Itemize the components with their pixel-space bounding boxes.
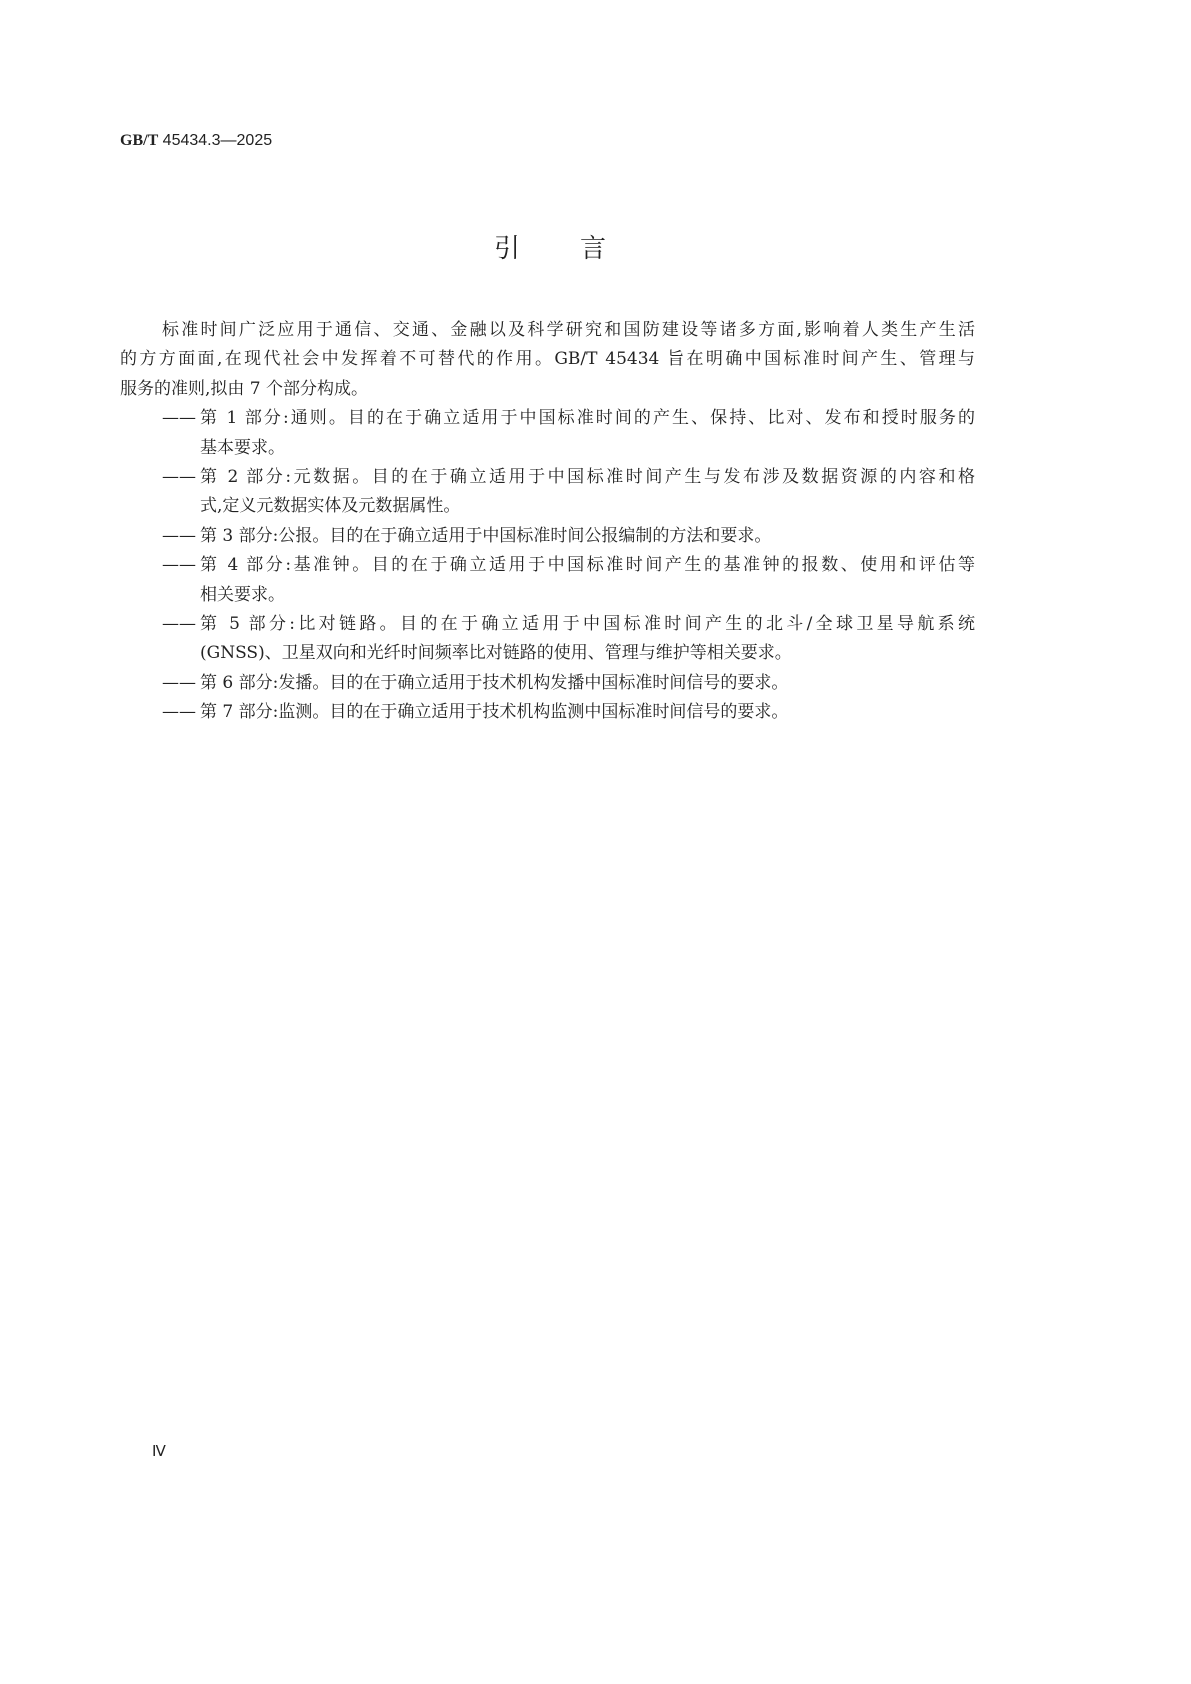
list-item-text: 基本要求。 (200, 437, 285, 458)
dash-marker: —— (162, 702, 196, 723)
document-body (120, 316, 975, 728)
document-code-number: 45434.3—2025 (158, 132, 273, 149)
list-item-line (120, 639, 975, 668)
list-item-text: (GNSS)、卫星双向和光纤时间频率比对链路的使用、管理与维护等相关要求。 (200, 643, 792, 664)
list-item-line (120, 581, 975, 610)
list-item-text: 式,定义元数据实体及元数据属性。 (200, 496, 461, 517)
dash-marker: —— (162, 408, 196, 429)
list-item-line (120, 669, 975, 698)
list-item-part-4 (120, 551, 975, 610)
list-item-line (120, 492, 975, 521)
list-item-text: 第 4 部分:基准钟。目的在于确立适用于中国标准时间产生的基准钟的报数、使用和评估等 (200, 555, 975, 576)
list-item-text: 第 5 部分:比对链路。目的在于确立适用于中国标准时间产生的北斗/全球卫星导航系统 (200, 614, 975, 635)
page-title: 引言 (493, 234, 666, 264)
list-item-line (120, 698, 975, 727)
list-item-part-1 (120, 404, 975, 463)
dash-marker: —— (162, 467, 196, 488)
list-item-text: 相关要求。 (200, 584, 285, 605)
list-item-line (120, 434, 975, 463)
list-item-text: 第 1 部分:通则。目的在于确立适用于中国标准时间的产生、保持、比对、发布和授时服务的 (200, 408, 975, 429)
list-item-line (120, 522, 975, 551)
dash-marker: —— (162, 614, 196, 635)
list-item-part-7 (120, 698, 975, 727)
dash-marker: —— (162, 555, 196, 576)
list-item-part-6 (120, 669, 975, 698)
list-item-text: 第 2 部分:元数据。目的在于确立适用于中国标准时间产生与发布涉及数据资源的内容和格 (200, 467, 975, 488)
intro-line: 服务的准则,拟由 7 个部分构成。 (120, 378, 369, 399)
list-item-part-5 (120, 610, 975, 669)
list-item-line (120, 463, 975, 492)
document-code (120, 132, 272, 150)
list-item-part-3 (120, 522, 975, 551)
document-code-prefix: GB/T (120, 132, 159, 149)
list-item-text: 第 3 部分:公报。目的在于确立适用于中国标准时间公报编制的方法和要求。 (200, 525, 772, 546)
list-item-text: 第 6 部分:发播。目的在于确立适用于技术机构发播中国标准时间信号的要求。 (200, 672, 789, 693)
list-item-line (120, 551, 975, 580)
list-item-line (120, 610, 975, 639)
dash-marker: —— (162, 672, 196, 693)
list-item-text: 第 7 部分:监测。目的在于确立适用于技术机构监测中国标准时间信号的要求。 (200, 702, 789, 723)
intro-line: 标准时间广泛应用于通信、交通、金融以及科学研究和国防建设等诸多方面,影响着人类生产生活 (162, 320, 975, 340)
intro-line: 的方方面面,在现代社会中发挥着不可替代的作用。GB/T 45434 旨在明确中国标准时间产生、管理与 (120, 349, 975, 370)
list-item-line (120, 404, 975, 433)
dash-marker: —— (162, 525, 196, 546)
list-item-part-2 (120, 463, 975, 522)
page-number: Ⅳ (152, 1444, 166, 1460)
